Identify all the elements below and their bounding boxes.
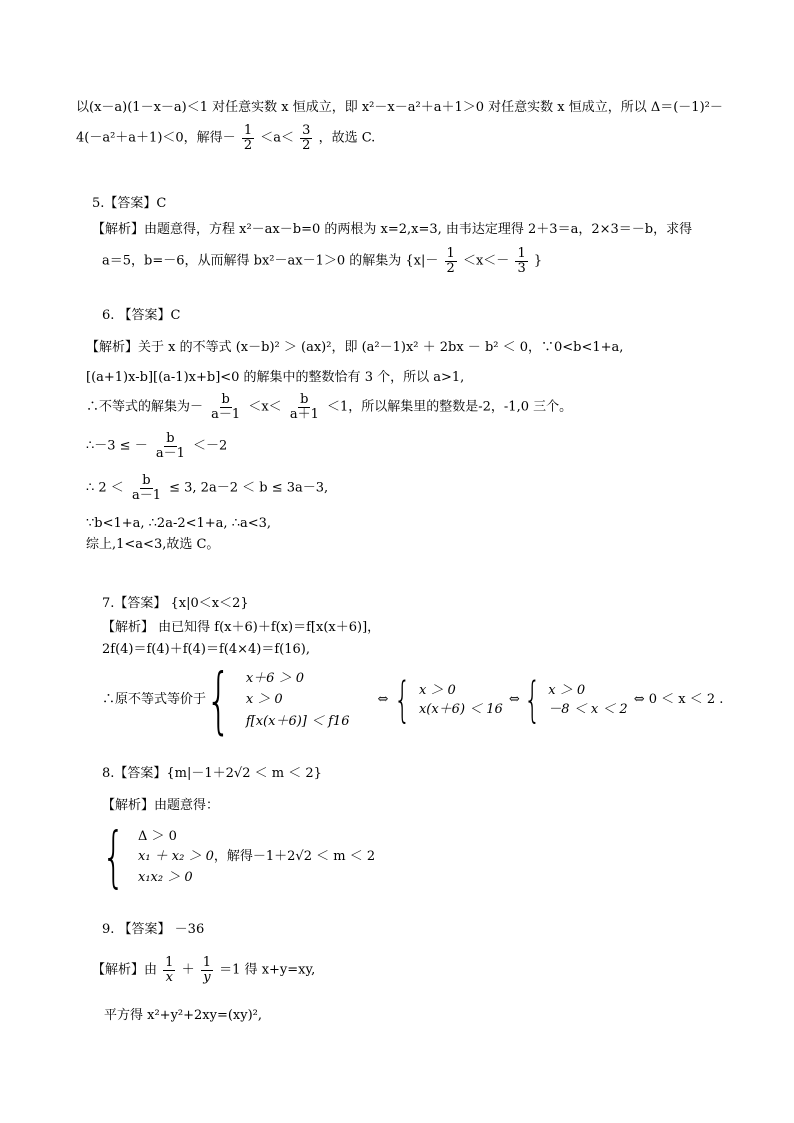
case-system: { x＋6 ＞ 0 x ＞ 0 f[x(x＋6)] ＜ f16	[206, 658, 350, 742]
text-segment: ⇔ 0 ＜ x ＜ 2 .	[633, 692, 724, 708]
fraction: $\frac{1}{3}$	[517, 246, 526, 276]
fraction: $\frac{b}{a-1}$	[155, 431, 185, 461]
text-segment: ≤ 3, 2a－2 ＜ b ≤ 3a－3,	[169, 480, 329, 496]
text-line	[92, 956, 315, 984]
equivalence-symbol: ⇔	[377, 692, 389, 708]
text-segment: ＜1，所以解集里的整数是-2，-1,0 三个。	[326, 399, 573, 415]
text-segment: ∴ 2 ＜	[86, 480, 124, 496]
text-line	[86, 393, 572, 421]
text-segment: }	[533, 253, 543, 269]
fraction: $\frac{b}{a+1}$	[289, 392, 319, 422]
fraction: $\frac{1}{x}$	[165, 955, 174, 985]
text-line: 平方得 x²+y²+2xy=(xy)²,	[104, 1008, 263, 1023]
text-segment: ＝1 得 x+y=xy,	[219, 962, 316, 978]
text-line: [(a+1)x-b][(a-1)x+b]<0 的解集中的整数恰有 3 个，所以 a>1,	[86, 370, 465, 385]
text-segment: ，解得－1＋2√2 ＜ m ＜ 2	[213, 849, 376, 865]
text-line: 【解析】关于 x 的不等式 (x－b)² ＞ (ax)²，即 (a²－1)x² ＋ 2bx － b² ＜ 0，∵0<b<1+a,	[86, 340, 624, 355]
text-segment: ∴－3 ≤ －	[86, 438, 148, 454]
text-line: 【解析】由题意得：	[102, 798, 220, 813]
text-line	[86, 432, 227, 460]
text-line	[102, 247, 542, 275]
case-system: { x ＞ 0 －8 ＜ x ＜ 2	[523, 672, 628, 728]
text-segment: ＜x＜－	[462, 253, 510, 269]
text-line	[102, 658, 724, 742]
text-segment: a＝5，b=－6，从而解得 bx²－ax－1＞0 的解集为 {x|－	[102, 253, 439, 269]
equivalence-symbol: ⇔	[508, 692, 520, 708]
text-line	[86, 474, 328, 502]
fraction: $\frac{b}{a-1}$	[131, 473, 161, 503]
text-segment: 【解析】由	[92, 962, 158, 978]
text-line: 2f(4)＝f(4)＋f(4)＝f(4×4)＝f(16),	[102, 642, 310, 657]
fraction: $\frac{b}{a-1}$	[211, 392, 241, 422]
fraction: $\frac{1}{2}$	[243, 123, 253, 153]
case-system: { Δ ＞ 0 x₁ ＋ x₂ ＞ 0 x₁x₂ ＞ 0	[102, 818, 214, 895]
fraction: $\frac{3}{2}$	[302, 123, 311, 153]
text-line: 综上,1<a<3,故选 C。	[86, 537, 220, 552]
text-segment: ∴不等式的解集为－	[86, 399, 204, 415]
answer-heading: 8.【答案】{m|－1＋2√2 ＜ m ＜ 2}	[102, 766, 322, 781]
text-line: 【解析】由题意得，方程 x²－ax－b=0 的两根为 x=2,x=3, 由韦达定理得 2＋3＝a，2×3＝－b，求得	[92, 222, 693, 237]
text-line	[102, 818, 376, 895]
answer-heading: 7.【答案】 {x|0＜x＜2}	[102, 596, 249, 611]
fraction: $\frac{1}{2}$	[446, 246, 455, 276]
text-line: 【解析】 由已知得 f(x＋6)＋f(x)＝f[x(x＋6)]，	[102, 620, 381, 635]
text-segment: 4(－a²＋a＋1)＜0，解得－	[76, 130, 236, 146]
answer-heading: 6. 【答案】C	[102, 308, 181, 323]
answer-heading: 9. 【答案】 －36	[102, 922, 205, 937]
text-line: 以(x－a)(1－x－a)＜1 对任意实数 x 恒成立，即 x²－x－a²＋a＋1＞0 对任意实数 x 恒成立，所以 Δ＝(－1)²－	[76, 100, 723, 115]
text-segment: ＜－2	[193, 438, 228, 454]
answer-heading: 5.【答案】C	[92, 196, 167, 211]
text-segment: ＜x＜	[248, 399, 282, 415]
text-segment: ，故选 C.	[318, 130, 376, 146]
text-segment: ＋	[181, 962, 195, 978]
text-line	[76, 124, 375, 152]
case-system: { x ＞ 0 x(x＋6) ＜ 16	[394, 672, 503, 728]
text-line: ∵b<1+a, ∴2a-2<1+a, ∴a<3,	[86, 516, 272, 531]
text-segment: ∴原不等式等价于	[102, 692, 207, 708]
fraction: $\frac{1}{y}$	[202, 955, 212, 985]
text-segment: ＜a＜	[260, 130, 294, 146]
